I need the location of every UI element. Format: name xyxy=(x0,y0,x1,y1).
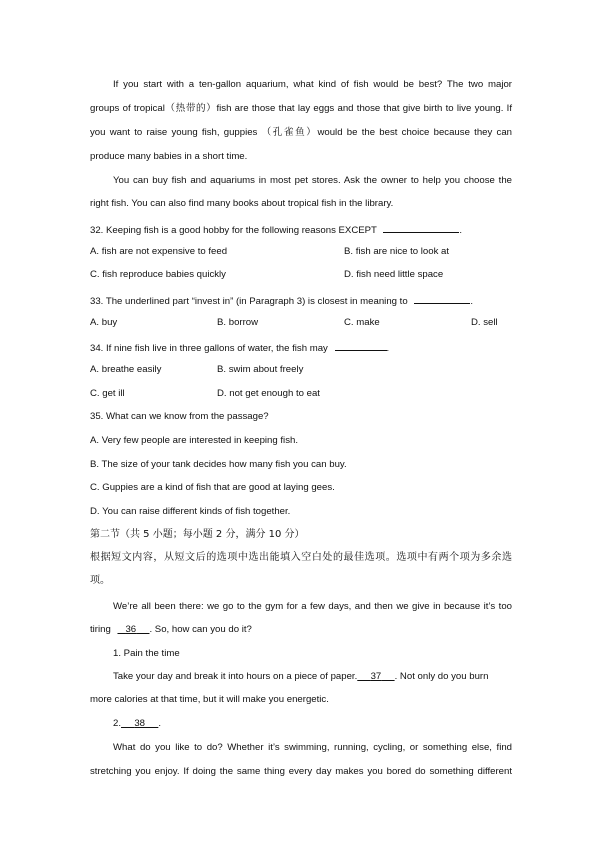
option-c[interactable]: C. fish reproduce babies quickly xyxy=(90,269,226,280)
option-a[interactable]: A. fish are not expensive to feed xyxy=(90,246,228,257)
passage-a-line: right fish. You can also find many books about tropical fish in the library. xyxy=(90,198,394,209)
option-b[interactable]: B. borrow xyxy=(217,317,259,328)
passage-b-line: stretching you enjoy. If doing the same thing every day makes you bored do something different xyxy=(90,766,512,777)
option-d[interactable]: D. not get enough to eat xyxy=(217,388,320,399)
passage-b-line: Take your day and break it into hours on a piece of paper. 37 . Not only do you burn xyxy=(113,671,489,682)
option-b[interactable]: B. fish are nice to look at xyxy=(344,246,450,257)
passage-a-line: You can buy fish and aquariums in most pet stores. Ask the owner to help you choose the xyxy=(113,175,512,186)
blank-37[interactable]: 37 xyxy=(370,671,382,682)
answer-blank[interactable] xyxy=(383,221,459,233)
passage-b-line: What do you like to do? Whether it’s swimming, running, cycling, or something else, find xyxy=(113,742,512,753)
question-35: 35. What can we know from the passage? xyxy=(90,411,269,422)
question-stem: 34. If nine fish live in three gallons of water, the fish may xyxy=(90,343,328,354)
section-header: 第二节（共 5 小题；每小题 2 分，满分 10 分） xyxy=(90,529,305,540)
question-32: 32. Keeping fish is a good hobby for the following reasons EXCEPT . xyxy=(90,221,512,238)
option-b[interactable]: B. swim about freely xyxy=(217,364,304,375)
option-a[interactable]: A. Very few people are interested in keeping fish. xyxy=(90,435,298,446)
passage-a-line: produce many babies in a short time. xyxy=(90,151,248,162)
passage-b-line: We’re all been there: we go to the gym for a few days, and then we give in because it’s too xyxy=(113,601,512,612)
blank-36[interactable]: 36 xyxy=(125,624,137,635)
question-stem: 33. The underlined part “invest in” (in Paragraph 3) is closest in meaning to xyxy=(90,296,408,307)
passage-a-line: If you start with a ten-gallon aquarium, what kind of fish would be best? The two major xyxy=(113,79,512,90)
passage-a-line: groups of tropical（热带的）fish are those that lay eggs and those that give birth to live young. If xyxy=(90,103,512,114)
option-c[interactable]: C. get ill xyxy=(90,388,125,399)
question-34: 34. If nine fish live in three gallons of water, the fish may . xyxy=(90,339,512,356)
option-c[interactable]: C. Guppies are a kind of fish that are good at laying gees. xyxy=(90,482,335,493)
option-d[interactable]: D. fish need little space xyxy=(344,269,444,280)
option-b[interactable]: B. The size of your tank decides how many fish you can buy. xyxy=(90,459,347,470)
passage-a-line: you want to raise young fish, guppies （孔雀鱼）would be the best choice because they can xyxy=(90,127,512,138)
passage-b-line: more calories at that time, but it will make you energetic. xyxy=(90,694,329,705)
subheading-1: 1. Pain the time xyxy=(113,648,180,659)
option-c[interactable]: C. make xyxy=(344,317,380,328)
subheading-2: 2. 38 . xyxy=(113,718,162,729)
option-d[interactable]: D. You can raise different kinds of fish together. xyxy=(90,506,291,517)
question-stem: 32. Keeping fish is a good hobby for the following reasons EXCEPT xyxy=(90,225,377,236)
passage-b-line: tiring 36 . So, how can you do it? xyxy=(90,624,252,635)
section-instruction: 项。 xyxy=(90,575,110,586)
section-instruction: 根据短文内容，从短文后的选项中选出能填入空白处的最佳选项。选项中有两个项为多余选 xyxy=(90,552,512,563)
answer-blank[interactable] xyxy=(414,292,470,304)
option-d[interactable]: D. sell xyxy=(471,317,498,328)
option-a[interactable]: A. breathe easily xyxy=(90,364,162,375)
question-33: 33. The underlined part “invest in” (in Paragraph 3) is closest in meaning to . xyxy=(90,292,512,309)
answer-blank[interactable] xyxy=(335,339,387,351)
option-a[interactable]: A. buy xyxy=(90,317,118,328)
blank-38[interactable]: 38 xyxy=(134,718,146,729)
